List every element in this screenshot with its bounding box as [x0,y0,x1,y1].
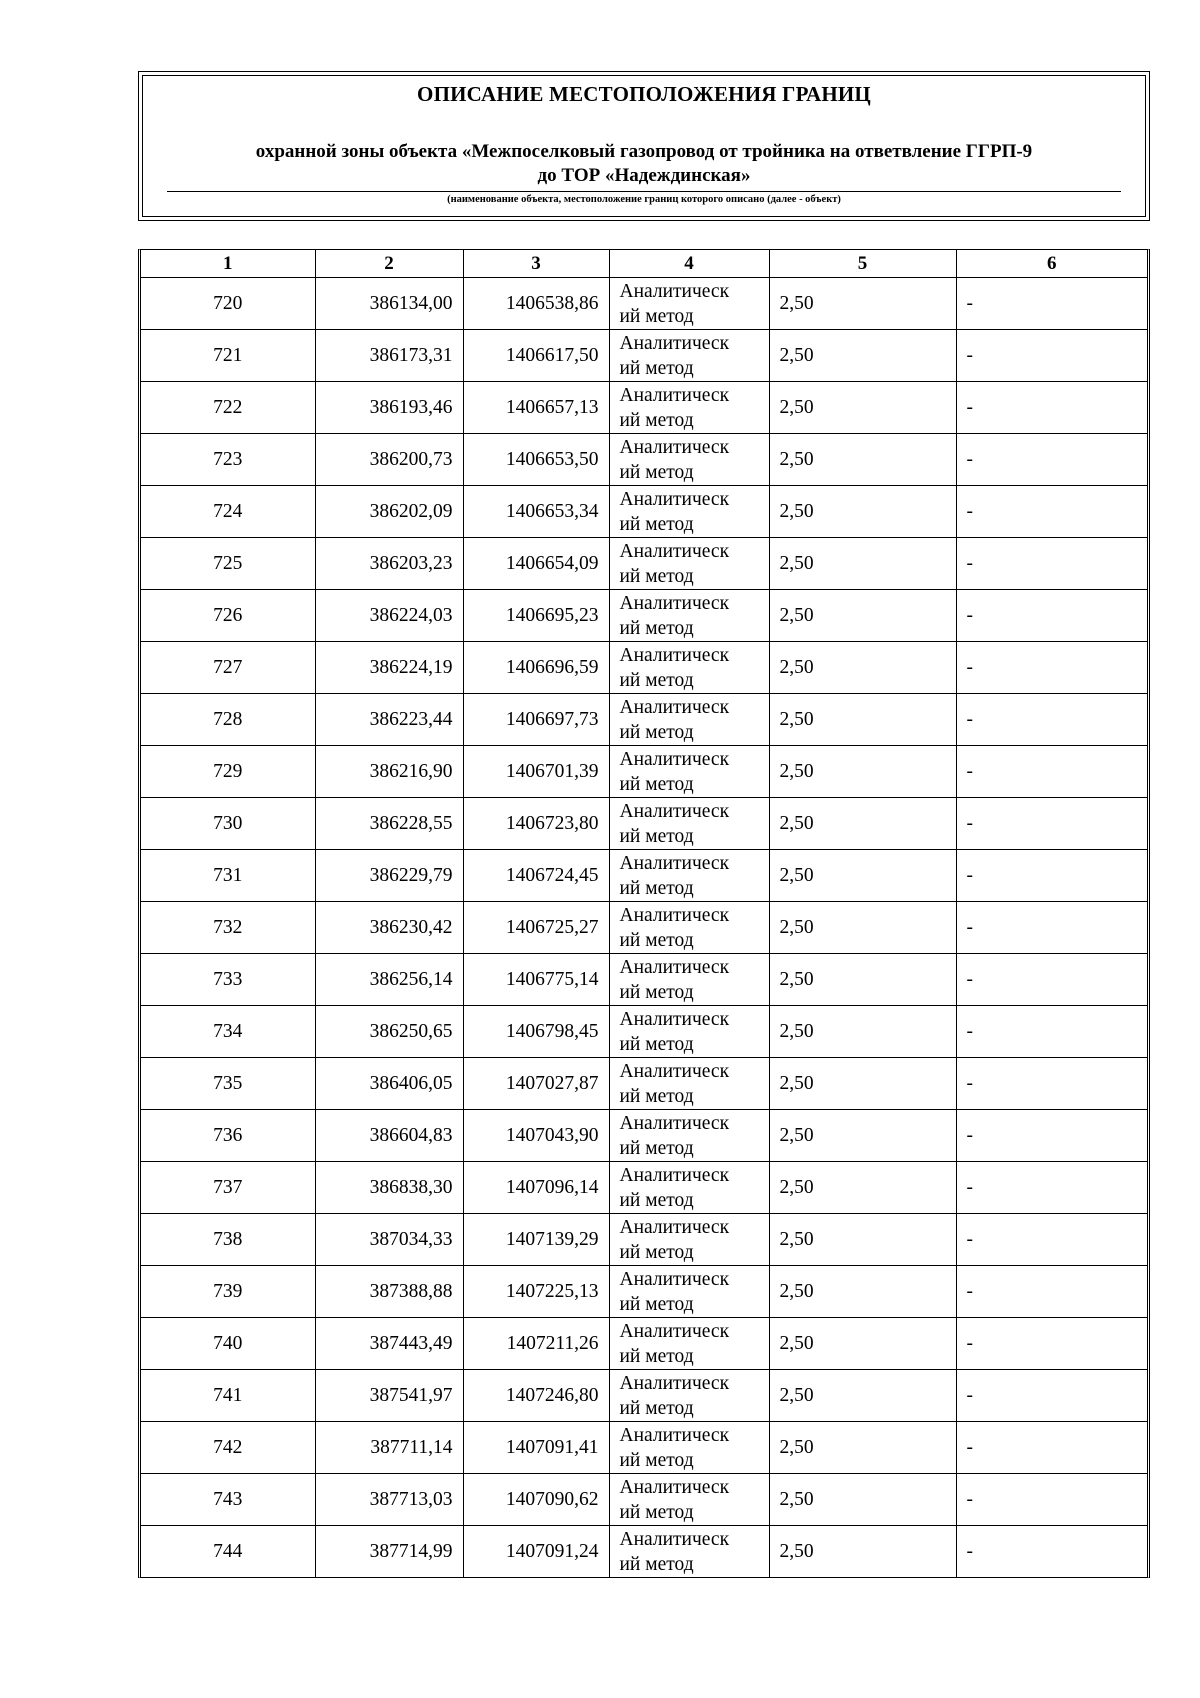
object-name-line-2: до ТОР «Надеждинская» [537,165,751,186]
note-cell: - [956,590,1147,642]
coord-y-cell: 1406696,59 [463,642,609,694]
coord-x-cell: 386134,00 [315,278,463,330]
method-text-line-1: Аналитическ [619,800,730,822]
coord-y-cell: 1406723,80 [463,798,609,850]
point-number-cell: 722 [141,382,315,434]
method-cell [609,1370,769,1422]
method-text-line-1: Аналитическ [619,436,730,458]
method-text-line-2: ий метод [619,721,694,743]
method-text-line-2: ий метод [619,1137,694,1159]
column-header-6: 6 [956,250,1147,278]
table-row [141,642,1147,694]
table-row [141,954,1147,1006]
coord-x-cell: 386224,19 [315,642,463,694]
method-text-line-1: Аналитическ [619,1060,730,1082]
table-row [141,434,1147,486]
coord-y-cell: 1407246,80 [463,1370,609,1422]
method-text-line-2: ий метод [619,1553,694,1575]
column-header-2: 2 [315,250,463,278]
method-text-line-2: ий метод [619,1397,694,1419]
note-cell: - [956,1526,1147,1578]
accuracy-cell: 2,50 [769,1266,956,1318]
coord-y-cell: 1406725,27 [463,902,609,954]
point-number-cell: 742 [141,1422,315,1474]
table-row [141,1526,1147,1578]
point-number-cell: 729 [141,746,315,798]
object-name-underline [167,191,1121,192]
coordinates-table [141,250,1147,1577]
method-cell [609,1266,769,1318]
object-name [163,140,1125,188]
coord-x-cell: 386838,30 [315,1162,463,1214]
table-row [141,590,1147,642]
coord-y-cell: 1407090,62 [463,1474,609,1526]
coord-x-cell: 387388,88 [315,1266,463,1318]
method-cell [609,1318,769,1370]
page-title: ОПИСАНИЕ МЕСТОПОЛОЖЕНИЯ ГРАНИЦ [417,82,871,106]
table-row [141,1318,1147,1370]
note-cell: - [956,1370,1147,1422]
method-text-line-2: ий метод [619,1033,694,1055]
coord-x-cell: 387713,03 [315,1474,463,1526]
method-text-line-1: Аналитическ [619,748,730,770]
method-text-line-1: Аналитическ [619,1528,730,1550]
coord-x-cell: 386223,44 [315,694,463,746]
method-cell [609,278,769,330]
method-cell [609,954,769,1006]
method-text-line-1: Аналитическ [619,1476,730,1498]
method-text-line-1: Аналитическ [619,644,730,666]
coord-x-cell: 387714,99 [315,1526,463,1578]
coord-x-cell: 386216,90 [315,746,463,798]
method-text-line-2: ий метод [619,929,694,951]
accuracy-cell: 2,50 [769,1058,956,1110]
point-number-cell: 720 [141,278,315,330]
point-number-cell: 721 [141,330,315,382]
coord-y-cell: 1407027,87 [463,1058,609,1110]
method-text-line-1: Аналитическ [619,956,730,978]
note-cell: - [956,1162,1147,1214]
accuracy-cell: 2,50 [769,798,956,850]
point-number-cell: 733 [141,954,315,1006]
table-row [141,1058,1147,1110]
point-number-cell: 724 [141,486,315,538]
accuracy-cell: 2,50 [769,954,956,1006]
method-text-line-1: Аналитическ [619,592,730,614]
accuracy-cell: 2,50 [769,1318,956,1370]
method-text-line-1: Аналитическ [619,384,730,406]
method-cell [609,850,769,902]
method-cell [609,902,769,954]
note-cell: - [956,1006,1147,1058]
column-header-5: 5 [769,250,956,278]
note-cell: - [956,434,1147,486]
table-body [141,278,1147,1578]
accuracy-cell: 2,50 [769,278,956,330]
note-cell: - [956,642,1147,694]
coord-x-cell: 387541,97 [315,1370,463,1422]
coordinates-table-wrapper [138,249,1150,1578]
document-header-frame [142,75,1146,217]
point-number-cell: 731 [141,850,315,902]
coord-y-cell: 1406653,34 [463,486,609,538]
method-text-line-1: Аналитическ [619,1112,730,1134]
coord-y-cell: 1407091,41 [463,1422,609,1474]
coord-x-cell: 386228,55 [315,798,463,850]
note-cell: - [956,486,1147,538]
table-row [141,1266,1147,1318]
table-row [141,1162,1147,1214]
method-text-line-2: ий метод [619,1345,694,1367]
coord-y-cell: 1407211,26 [463,1318,609,1370]
table-row [141,1214,1147,1266]
method-cell [609,434,769,486]
point-number-cell: 725 [141,538,315,590]
coord-y-cell: 1406657,13 [463,382,609,434]
coord-y-cell: 1406724,45 [463,850,609,902]
accuracy-cell: 2,50 [769,1422,956,1474]
method-text-line-2: ий метод [619,357,694,379]
note-cell: - [956,798,1147,850]
table-row [141,902,1147,954]
accuracy-cell: 2,50 [769,1110,956,1162]
coord-y-cell: 1406697,73 [463,694,609,746]
method-text-line-1: Аналитическ [619,852,730,874]
table-row [141,798,1147,850]
method-cell [609,330,769,382]
method-cell [609,1058,769,1110]
method-text-line-2: ий метод [619,513,694,535]
accuracy-cell: 2,50 [769,1474,956,1526]
point-number-cell: 736 [141,1110,315,1162]
column-header-1: 1 [141,250,315,278]
method-text-line-1: Аналитическ [619,1008,730,1030]
accuracy-cell: 2,50 [769,850,956,902]
method-text-line-2: ий метод [619,305,694,327]
coord-x-cell: 387443,49 [315,1318,463,1370]
method-text-line-2: ий метод [619,1241,694,1263]
method-text-line-2: ий метод [619,1501,694,1523]
method-cell [609,1526,769,1578]
point-number-cell: 738 [141,1214,315,1266]
point-number-cell: 735 [141,1058,315,1110]
method-cell [609,538,769,590]
method-text-line-1: Аналитическ [619,696,730,718]
table-row [141,1474,1147,1526]
method-text-line-1: Аналитическ [619,332,730,354]
method-text-line-2: ий метод [619,669,694,691]
coord-x-cell: 386229,79 [315,850,463,902]
method-text-line-2: ий метод [619,981,694,1003]
document-header [138,71,1150,221]
note-cell: - [956,330,1147,382]
point-number-cell: 739 [141,1266,315,1318]
method-text-line-1: Аналитическ [619,1164,730,1186]
accuracy-cell: 2,50 [769,538,956,590]
method-text-line-1: Аналитическ [619,488,730,510]
coord-x-cell: 386173,31 [315,330,463,382]
table-row [141,694,1147,746]
method-text-line-1: Аналитическ [619,1372,730,1394]
note-cell: - [956,1058,1147,1110]
table-row [141,1110,1147,1162]
method-text-line-2: ий метод [619,1189,694,1211]
method-cell [609,746,769,798]
method-text-line-2: ий метод [619,877,694,899]
method-text-line-2: ий метод [619,825,694,847]
accuracy-cell: 2,50 [769,382,956,434]
table-row [141,1006,1147,1058]
method-text-line-1: Аналитическ [619,1216,730,1238]
coord-y-cell: 1406695,23 [463,590,609,642]
column-header-3: 3 [463,250,609,278]
method-cell [609,382,769,434]
note-cell: - [956,1266,1147,1318]
point-number-cell: 740 [141,1318,315,1370]
method-text-line-1: Аналитическ [619,280,730,302]
coord-x-cell: 386193,46 [315,382,463,434]
note-cell: - [956,382,1147,434]
accuracy-cell: 2,50 [769,902,956,954]
point-number-cell: 734 [141,1006,315,1058]
accuracy-cell: 2,50 [769,1370,956,1422]
accuracy-cell: 2,50 [769,1214,956,1266]
coord-y-cell: 1406654,09 [463,538,609,590]
coord-y-cell: 1406798,45 [463,1006,609,1058]
method-text-line-1: Аналитическ [619,1268,730,1290]
coord-y-cell: 1406617,50 [463,330,609,382]
method-cell [609,642,769,694]
note-cell: - [956,954,1147,1006]
coord-x-cell: 387034,33 [315,1214,463,1266]
coord-x-cell: 386200,73 [315,434,463,486]
coord-x-cell: 386224,03 [315,590,463,642]
coord-x-cell: 386256,14 [315,954,463,1006]
column-header-4: 4 [609,250,769,278]
accuracy-cell: 2,50 [769,434,956,486]
point-number-cell: 727 [141,642,315,694]
method-text-line-1: Аналитическ [619,540,730,562]
note-cell: - [956,1214,1147,1266]
method-text-line-1: Аналитическ [619,1320,730,1342]
method-text-line-2: ий метод [619,565,694,587]
table-row [141,1370,1147,1422]
method-cell [609,1162,769,1214]
note-cell: - [956,1474,1147,1526]
table-header-row [141,250,1147,278]
accuracy-cell: 2,50 [769,1006,956,1058]
method-text-line-2: ий метод [619,1293,694,1315]
note-cell: - [956,1422,1147,1474]
object-name-line-1: охранной зоны объекта «Межпоселковый газопровод от тройника на ответвление ГГРП-9 [255,141,1033,162]
coord-x-cell: 386604,83 [315,1110,463,1162]
method-text-line-2: ий метод [619,409,694,431]
method-text-line-2: ий метод [619,617,694,639]
method-text-line-2: ий метод [619,1085,694,1107]
table-row [141,746,1147,798]
point-number-cell: 723 [141,434,315,486]
method-text-line-2: ий метод [619,461,694,483]
coord-y-cell: 1407096,14 [463,1162,609,1214]
note-cell: - [956,538,1147,590]
coord-y-cell: 1407139,29 [463,1214,609,1266]
coord-y-cell: 1406775,14 [463,954,609,1006]
coord-x-cell: 386202,09 [315,486,463,538]
note-cell: - [956,694,1147,746]
note-cell: - [956,278,1147,330]
point-number-cell: 741 [141,1370,315,1422]
coord-x-cell: 386406,05 [315,1058,463,1110]
accuracy-cell: 2,50 [769,1162,956,1214]
note-cell: - [956,902,1147,954]
note-cell: - [956,746,1147,798]
point-number-cell: 728 [141,694,315,746]
coord-y-cell: 1407225,13 [463,1266,609,1318]
point-number-cell: 737 [141,1162,315,1214]
accuracy-cell: 2,50 [769,1526,956,1578]
method-cell [609,1474,769,1526]
coord-x-cell: 386250,65 [315,1006,463,1058]
coord-x-cell: 387711,14 [315,1422,463,1474]
method-cell [609,1422,769,1474]
point-number-cell: 744 [141,1526,315,1578]
method-cell [609,486,769,538]
method-cell [609,798,769,850]
method-text-line-2: ий метод [619,1449,694,1471]
accuracy-cell: 2,50 [769,642,956,694]
table-row [141,382,1147,434]
table-row [141,486,1147,538]
table-row [141,538,1147,590]
accuracy-cell: 2,50 [769,694,956,746]
method-text-line-2: ий метод [619,773,694,795]
coord-y-cell: 1406538,86 [463,278,609,330]
point-number-cell: 726 [141,590,315,642]
accuracy-cell: 2,50 [769,330,956,382]
accuracy-cell: 2,50 [769,590,956,642]
accuracy-cell: 2,50 [769,746,956,798]
object-name-caption: (наименование объекта, местоположение границ которого описано (далее - объект) [447,194,841,205]
method-cell [609,1110,769,1162]
point-number-cell: 743 [141,1474,315,1526]
coord-y-cell: 1407091,24 [463,1526,609,1578]
point-number-cell: 730 [141,798,315,850]
method-cell [609,590,769,642]
table-row [141,278,1147,330]
note-cell: - [956,1318,1147,1370]
table-row [141,850,1147,902]
coord-y-cell: 1406653,50 [463,434,609,486]
note-cell: - [956,850,1147,902]
coord-y-cell: 1406701,39 [463,746,609,798]
note-cell: - [956,1110,1147,1162]
accuracy-cell: 2,50 [769,486,956,538]
method-cell [609,1006,769,1058]
coord-x-cell: 386230,42 [315,902,463,954]
coord-y-cell: 1407043,90 [463,1110,609,1162]
method-cell [609,1214,769,1266]
method-cell [609,694,769,746]
coord-x-cell: 386203,23 [315,538,463,590]
table-row [141,330,1147,382]
method-text-line-1: Аналитическ [619,1424,730,1446]
method-text-line-1: Аналитическ [619,904,730,926]
table-row [141,1422,1147,1474]
point-number-cell: 732 [141,902,315,954]
